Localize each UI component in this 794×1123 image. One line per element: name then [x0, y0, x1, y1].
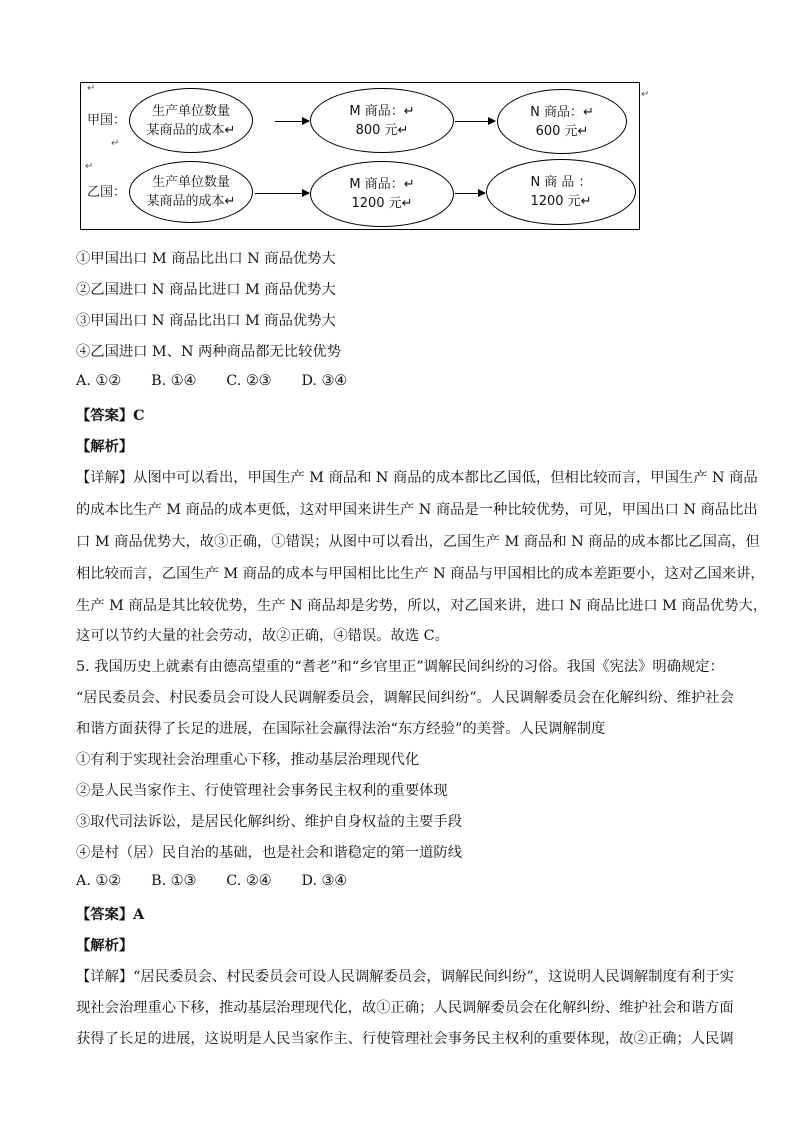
choice-b: B. ①③ [151, 873, 197, 889]
m-goods-ellipse-jia [310, 88, 454, 153]
comparative-cost-diagram [80, 82, 650, 230]
source-line-2: 某商品的成本↵ [146, 194, 236, 209]
m-goods-ellipse-yi [310, 161, 454, 227]
n-goods-ellipse-yi [486, 159, 636, 225]
choice-d: D. ③④ [301, 373, 348, 389]
q5-choices [76, 873, 377, 889]
paragraph-mark: ↵ [641, 89, 650, 100]
arrow-icon [275, 121, 309, 122]
country-label-yi: 乙国： [87, 185, 127, 200]
q5-stem-line-2: “居民委员会、村民委员会可设人民调解委员会，调解民间纠纷”。人民调解委员会在化解纠纷、维护社会 [76, 690, 734, 706]
q5-option-4: ④是村（居）民自治的基础，也是社会和谐稳定的第一道防线 [76, 845, 463, 861]
choice-c: C. ②④ [226, 873, 272, 889]
arrow-icon [455, 193, 485, 194]
q4-analysis-heading: 【解析】 [76, 439, 134, 455]
choice-c: C. ②③ [226, 373, 272, 389]
q5-option-2: ②是人民当家作主、行使管理社会事务民主权利的重要体现 [76, 783, 448, 799]
n-goods-ellipse-jia [497, 89, 627, 154]
q5-detail-line-3: 获得了长足的进展，这说明是人民当家作主、行使管理社会事务民主权利的重要体现，故②正确；人民调 [76, 1031, 734, 1047]
paragraph-mark: ↵ [85, 161, 94, 172]
choice-b: B. ①④ [151, 373, 197, 389]
choice-a: A. ①② [76, 873, 122, 889]
n-goods-cost: 600 元↵ [535, 123, 589, 139]
q4-detail-line-6: 这可以节约大量的社会劳动，故②正确，④错误。故选 C。 [76, 628, 449, 644]
q4-detail-line-2: 的成本比生产 M 商品的成本更低，这对甲国来讲生产 N 商品是一种比较优势，可见，甲国出口 N 商品比出 [76, 502, 758, 518]
source-ellipse-jia [129, 88, 253, 153]
country-label-jia: 甲国： [87, 113, 127, 128]
choice-d: D. ③④ [301, 873, 348, 889]
q4-option-1: ①甲国出口 M 商品比出口 N 商品优势大 [76, 251, 336, 267]
arrow-icon [455, 121, 495, 122]
q5-option-3: ③取代司法诉讼，是居民化解纠纷、维护自身权益的主要手段 [76, 814, 463, 830]
source-ellipse-yi [129, 161, 253, 223]
q4-option-4: ④乙国进口 M、N 两种商品都无比较优势 [76, 344, 341, 360]
q5-answer: 【答案】A [76, 907, 145, 923]
q5-analysis-heading: 【解析】 [76, 938, 134, 954]
q4-detail-line-1: 【详解】从图中可以看出，甲国生产 M 商品和 N 商品的成本都比乙国低，但相比较而言，甲国生产 N 商品 [76, 470, 758, 486]
q4-option-2: ②乙国进口 N 商品比进口 M 商品优势大 [76, 282, 336, 298]
n-goods-cost: 1200 元↵ [530, 194, 592, 209]
q5-detail-line-1: 【详解】“居民委员会、村民委员会可设人民调解委员会，调解民间纠纷”，这说明人民调解制度有利于实 [76, 969, 734, 985]
q4-detail-line-5: 生产 M 商品是其比较优势，生产 N 商品却是劣势，所以，对乙国来讲，进口 N 商品比进口 M 商品优势大， [76, 598, 768, 614]
source-line-1: 生产单位数量 [151, 175, 230, 190]
q5-option-1: ①有利于实现社会治理重心下移，推动基层治理现代化 [76, 752, 420, 768]
source-line-1: 生产单位数量 [151, 103, 230, 119]
q4-choices [76, 373, 377, 389]
q5-detail-line-2: 现社会治理重心下移，推动基层治理现代化，故①正确；人民调解委员会在化解纠纷、维护社会和谐方面 [76, 1000, 734, 1016]
paragraph-mark: ↵ [87, 83, 96, 94]
q5-stem-line-1: 5. 我国历史上就素有由德高望重的“耆老”和“乡官里正”调解民间纠纷的习俗。我国《宪法》明确规定： [76, 659, 724, 675]
q4-detail-line-3: 口 M 商品优势大，故③正确，①错误；从图中可以看出，乙国生产 M 商品和 N 商品的成本都比乙国高，但 [76, 534, 760, 550]
arrow-icon [255, 193, 309, 194]
choice-a: A. ①② [76, 373, 122, 389]
q5-stem-line-3: 和谐方面获得了长足的进展，在国际社会赢得法治“东方经验”的美誉。人民调解制度 [76, 721, 606, 737]
q4-answer: 【答案】C [76, 408, 145, 424]
m-goods-label: M 商品：↵ [349, 177, 415, 192]
source-line-2: 某商品的成本↵ [146, 122, 236, 138]
m-goods-cost: 1200 元↵ [351, 196, 413, 211]
n-goods-label: N 商品：↵ [530, 104, 594, 120]
n-goods-label: N 商 品 ： [530, 175, 592, 190]
m-goods-cost: 800 元↵ [355, 122, 409, 138]
q4-option-3: ③甲国出口 N 商品比出口 M 商品优势大 [76, 313, 336, 329]
m-goods-label: M 商品：↵ [349, 103, 415, 119]
q4-detail-line-4: 相比较而言，乙国生产 M 商品的成本与甲国相比比生产 N 商品与甲国相比的成本差距要小，这对乙国来讲， [76, 566, 765, 582]
paragraph-mark: ↵ [111, 138, 120, 149]
